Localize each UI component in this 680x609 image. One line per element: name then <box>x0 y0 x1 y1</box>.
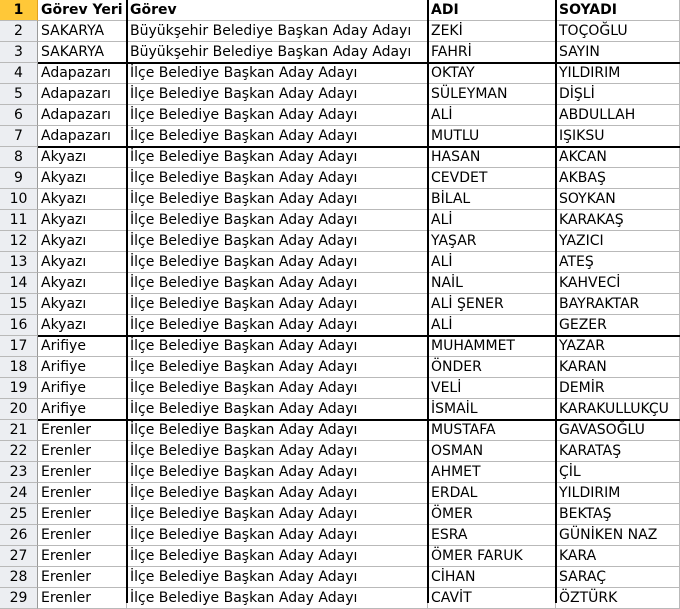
cell-adi[interactable]: ALİ <box>428 105 556 126</box>
cell-soyadi[interactable]: YILDIRIM <box>556 63 680 84</box>
cell-gorev[interactable]: İlçe Belediye Başkan Aday Adayı <box>127 441 428 462</box>
column-header-adi[interactable]: ADI <box>428 0 556 21</box>
cell-gorev[interactable]: İlçe Belediye Başkan Aday Adayı <box>127 483 428 504</box>
cell-soyadi[interactable]: ABDULLAH <box>556 105 680 126</box>
cell-gorev-yeri[interactable]: Erenler <box>38 420 127 441</box>
cell-gorev[interactable]: Büyükşehir Belediye Başkan Aday Adayı <box>127 21 428 42</box>
cell-soyadi[interactable]: KARA <box>556 546 680 567</box>
row-number[interactable]: 13 <box>0 252 38 273</box>
cell-gorev[interactable]: İlçe Belediye Başkan Aday Adayı <box>127 168 428 189</box>
cell-soyadi[interactable]: GEZER <box>556 315 680 336</box>
row-number[interactable]: 10 <box>0 189 38 210</box>
cell-adi[interactable]: FAHRİ <box>428 42 556 63</box>
cell-gorev-yeri[interactable]: SAKARYA <box>38 42 127 63</box>
table-row <box>0 525 680 546</box>
cell-soyadi[interactable]: BEKTAŞ <box>556 504 680 525</box>
cell-gorev[interactable]: Büyükşehir Belediye Başkan Aday Adayı <box>127 42 428 63</box>
cell-soyadi[interactable]: KARATAŞ <box>556 441 680 462</box>
cell-gorev-yeri[interactable]: Arifiye <box>38 336 127 357</box>
cell-adi[interactable]: AHMET <box>428 462 556 483</box>
cell-adi[interactable]: ERDAL <box>428 483 556 504</box>
column-separator <box>555 0 557 603</box>
cell-soyadi[interactable]: KARAKAŞ <box>556 210 680 231</box>
cell-gorev[interactable]: İlçe Belediye Başkan Aday Adayı <box>127 294 428 315</box>
cell-soyadi[interactable]: IŞIKSU <box>556 126 680 147</box>
cell-gorev-yeri[interactable]: Akyazı <box>38 315 127 336</box>
row-number[interactable]: 6 <box>0 105 38 126</box>
cell-soyadi[interactable]: DEMİR <box>556 378 680 399</box>
table-row <box>0 462 680 483</box>
table-row <box>0 84 680 105</box>
group-separator <box>38 146 680 148</box>
cell-soyadi[interactable]: ÖZTÜRK <box>556 588 680 609</box>
cell-soyadi[interactable]: BAYRAKTAR <box>556 294 680 315</box>
cell-soyadi[interactable]: ATEŞ <box>556 252 680 273</box>
table-row <box>0 336 680 357</box>
row-number[interactable]: 14 <box>0 273 38 294</box>
cell-gorev-yeri[interactable]: Adapazarı <box>38 126 127 147</box>
table-row <box>0 483 680 504</box>
cell-adi[interactable]: ZEKİ <box>428 21 556 42</box>
cell-gorev-yeri[interactable]: Akyazı <box>38 252 127 273</box>
cell-gorev-yeri[interactable]: Erenler <box>38 588 127 609</box>
cell-gorev[interactable]: İlçe Belediye Başkan Aday Adayı <box>127 546 428 567</box>
cell-soyadi[interactable]: YAZAR <box>556 336 680 357</box>
cell-gorev[interactable]: İlçe Belediye Başkan Aday Adayı <box>127 357 428 378</box>
cell-gorev-yeri[interactable]: Akyazı <box>38 189 127 210</box>
cell-soyadi[interactable]: YAZICI <box>556 231 680 252</box>
cell-adi[interactable]: NAİL <box>428 273 556 294</box>
cell-gorev[interactable]: İlçe Belediye Başkan Aday Adayı <box>127 504 428 525</box>
cell-gorev[interactable]: İlçe Belediye Başkan Aday Adayı <box>127 378 428 399</box>
cell-gorev[interactable]: İlçe Belediye Başkan Aday Adayı <box>127 84 428 105</box>
cell-adi[interactable]: YAŞAR <box>428 231 556 252</box>
row-number[interactable]: 17 <box>0 336 38 357</box>
table-row <box>0 252 680 273</box>
cell-gorev[interactable]: İlçe Belediye Başkan Aday Adayı <box>127 252 428 273</box>
cell-gorev-yeri[interactable]: Akyazı <box>38 273 127 294</box>
cell-soyadi[interactable]: GAVASOĞLU <box>556 420 680 441</box>
cell-adi[interactable]: ÖNDER <box>428 357 556 378</box>
cell-soyadi[interactable]: DİŞLİ <box>556 84 680 105</box>
cell-gorev-yeri[interactable]: Adapazarı <box>38 84 127 105</box>
table-row <box>0 546 680 567</box>
cell-soyadi[interactable]: YILDIRIM <box>556 483 680 504</box>
cell-soyadi[interactable]: TOÇOĞLU <box>556 21 680 42</box>
cell-adi[interactable]: ESRA <box>428 525 556 546</box>
cell-gorev[interactable]: İlçe Belediye Başkan Aday Adayı <box>127 336 428 357</box>
row-number[interactable]: 25 <box>0 504 38 525</box>
cell-gorev[interactable]: İlçe Belediye Başkan Aday Adayı <box>127 105 428 126</box>
cell-adi[interactable]: BİLAL <box>428 189 556 210</box>
cell-adi[interactable]: ÖMER <box>428 504 556 525</box>
row-number[interactable]: 22 <box>0 441 38 462</box>
cell-gorev-yeri[interactable]: Arifiye <box>38 357 127 378</box>
group-separator <box>38 419 680 421</box>
row-number-header[interactable]: 1 <box>0 0 38 21</box>
row-number[interactable]: 16 <box>0 315 38 336</box>
cell-gorev-yeri[interactable]: Arifiye <box>38 399 127 420</box>
row-number[interactable]: 26 <box>0 525 38 546</box>
table-row <box>0 63 680 84</box>
row-number[interactable]: 5 <box>0 84 38 105</box>
row-number[interactable]: 29 <box>0 588 38 609</box>
cell-adi[interactable]: MUTLU <box>428 126 556 147</box>
row-number[interactable]: 3 <box>0 42 38 63</box>
row-number[interactable]: 12 <box>0 231 38 252</box>
row-number[interactable]: 11 <box>0 210 38 231</box>
cell-gorev[interactable]: İlçe Belediye Başkan Aday Adayı <box>127 126 428 147</box>
table-row <box>0 126 680 147</box>
cell-gorev-yeri[interactable]: Arifiye <box>38 378 127 399</box>
cell-soyadi[interactable]: KAHVECİ <box>556 273 680 294</box>
cell-gorev-yeri[interactable]: Akyazı <box>38 210 127 231</box>
cell-adi[interactable]: CAVİT <box>428 588 556 609</box>
cell-adi[interactable]: MUSTAFA <box>428 420 556 441</box>
row-number[interactable]: 2 <box>0 21 38 42</box>
cell-gorev[interactable]: İlçe Belediye Başkan Aday Adayı <box>127 567 428 588</box>
table-row <box>0 231 680 252</box>
table-row <box>0 168 680 189</box>
table-row <box>0 273 680 294</box>
row-number[interactable]: 9 <box>0 168 38 189</box>
table-row <box>0 420 680 441</box>
cell-adi[interactable]: ALİ <box>428 252 556 273</box>
cell-adi[interactable]: OSMAN <box>428 441 556 462</box>
group-separator <box>38 62 680 64</box>
cell-soyadi[interactable]: SOYKAN <box>556 189 680 210</box>
cell-gorev-yeri[interactable]: SAKARYA <box>38 21 127 42</box>
column-header-gorev[interactable]: Görev <box>127 0 428 21</box>
cell-gorev-yeri[interactable]: Adapazarı <box>38 63 127 84</box>
cell-gorev-yeri[interactable]: Erenler <box>38 483 127 504</box>
table-row <box>0 210 680 231</box>
table-row <box>0 588 680 609</box>
table-row <box>0 378 680 399</box>
cell-gorev-yeri[interactable]: Akyazı <box>38 231 127 252</box>
cell-adi[interactable]: OKTAY <box>428 63 556 84</box>
cell-soyadi[interactable]: AKCAN <box>556 147 680 168</box>
cell-soyadi[interactable]: AKBAŞ <box>556 168 680 189</box>
cell-gorev[interactable]: İlçe Belediye Başkan Aday Adayı <box>127 63 428 84</box>
column-header-soyadi[interactable]: SOYADI <box>556 0 680 21</box>
cell-adi[interactable]: CİHAN <box>428 567 556 588</box>
cell-gorev[interactable]: İlçe Belediye Başkan Aday Adayı <box>127 420 428 441</box>
group-separator <box>38 335 680 337</box>
cell-gorev[interactable]: İlçe Belediye Başkan Aday Adayı <box>127 273 428 294</box>
cell-gorev[interactable]: İlçe Belediye Başkan Aday Adayı <box>127 462 428 483</box>
cell-soyadi[interactable]: SARAÇ <box>556 567 680 588</box>
cell-adi[interactable]: ÖMER FARUK <box>428 546 556 567</box>
row-number[interactable]: 24 <box>0 483 38 504</box>
cell-gorev[interactable]: İlçe Belediye Başkan Aday Adayı <box>127 231 428 252</box>
header-row <box>0 0 680 21</box>
cell-soyadi[interactable]: KARAN <box>556 357 680 378</box>
cell-adi[interactable]: VELİ <box>428 378 556 399</box>
cell-soyadi[interactable]: GÜNİKEN NAZ <box>556 525 680 546</box>
row-number[interactable]: 20 <box>0 399 38 420</box>
cell-gorev[interactable]: İlçe Belediye Başkan Aday Adayı <box>127 525 428 546</box>
cell-gorev-yeri[interactable]: Akyazı <box>38 294 127 315</box>
cell-gorev-yeri[interactable]: Akyazı <box>38 168 127 189</box>
table-row <box>0 21 680 42</box>
cell-gorev-yeri[interactable]: Erenler <box>38 441 127 462</box>
row-number[interactable]: 15 <box>0 294 38 315</box>
cell-gorev[interactable]: İlçe Belediye Başkan Aday Adayı <box>127 588 428 609</box>
cell-adi[interactable]: ALİ ŞENER <box>428 294 556 315</box>
table-row <box>0 504 680 525</box>
cell-adi[interactable]: ALİ <box>428 315 556 336</box>
cell-gorev-yeri[interactable]: Erenler <box>38 567 127 588</box>
cell-soyadi[interactable]: KARAKULLUKÇU <box>556 399 680 420</box>
table-row <box>0 315 680 336</box>
cell-gorev-yeri[interactable]: Erenler <box>38 525 127 546</box>
table-row <box>0 147 680 168</box>
row-number[interactable]: 4 <box>0 63 38 84</box>
row-number[interactable]: 7 <box>0 126 38 147</box>
cell-gorev-yeri[interactable]: Akyazı <box>38 147 127 168</box>
column-separator <box>126 0 128 603</box>
table-row <box>0 357 680 378</box>
row-number[interactable]: 19 <box>0 378 38 399</box>
cell-soyadi[interactable]: SAYIN <box>556 42 680 63</box>
table-row <box>0 567 680 588</box>
cell-gorev[interactable]: İlçe Belediye Başkan Aday Adayı <box>127 399 428 420</box>
table-row <box>0 294 680 315</box>
cell-adi[interactable]: İSMAİL <box>428 399 556 420</box>
row-number[interactable]: 21 <box>0 420 38 441</box>
cell-gorev-yeri[interactable]: Erenler <box>38 546 127 567</box>
cell-adi[interactable]: CEVDET <box>428 168 556 189</box>
column-separator <box>427 0 429 603</box>
table-row <box>0 189 680 210</box>
cell-gorev-yeri[interactable]: Erenler <box>38 504 127 525</box>
row-number[interactable]: 27 <box>0 546 38 567</box>
cell-adi[interactable]: ALİ <box>428 210 556 231</box>
row-number[interactable]: 18 <box>0 357 38 378</box>
table-row <box>0 399 680 420</box>
cell-adi[interactable]: MUHAMMET <box>428 336 556 357</box>
cell-gorev[interactable]: İlçe Belediye Başkan Aday Adayı <box>127 189 428 210</box>
cell-adi[interactable]: SÜLEYMAN <box>428 84 556 105</box>
cell-gorev[interactable]: İlçe Belediye Başkan Aday Adayı <box>127 210 428 231</box>
cell-gorev-yeri[interactable]: Adapazarı <box>38 105 127 126</box>
cell-gorev-yeri[interactable]: Erenler <box>38 462 127 483</box>
row-number[interactable]: 23 <box>0 462 38 483</box>
cell-gorev[interactable]: İlçe Belediye Başkan Aday Adayı <box>127 147 428 168</box>
cell-gorev[interactable]: İlçe Belediye Başkan Aday Adayı <box>127 315 428 336</box>
table-row <box>0 441 680 462</box>
row-number[interactable]: 28 <box>0 567 38 588</box>
column-header-gorev-yeri[interactable]: Görev Yeri <box>38 0 127 21</box>
table-row <box>0 105 680 126</box>
cell-adi[interactable]: HASAN <box>428 147 556 168</box>
cell-soyadi[interactable]: ÇİL <box>556 462 680 483</box>
table-row <box>0 42 680 63</box>
row-number[interactable]: 8 <box>0 147 38 168</box>
